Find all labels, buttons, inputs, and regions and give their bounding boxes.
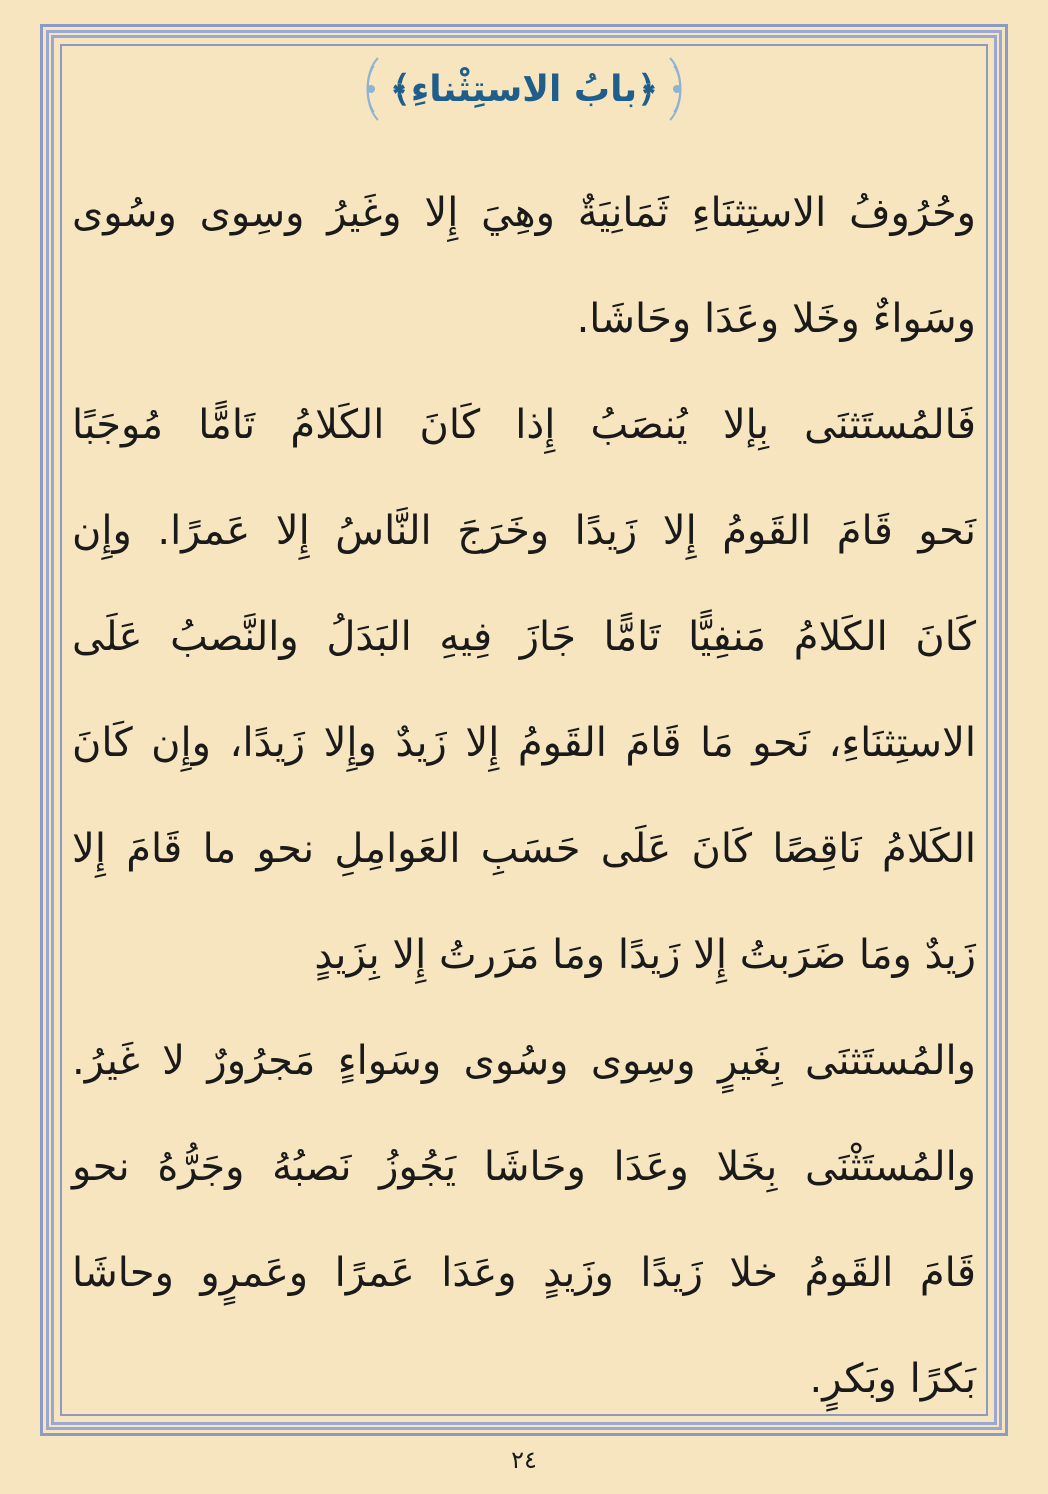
chapter-header xyxy=(0,44,1048,134)
paragraph-1 xyxy=(72,160,976,372)
text-line: والمُستَثنَى بِغَيرٍ وسِوى وسُوى وسَواءٍ مَجرُورٌ لا غَيرُ. xyxy=(72,1038,976,1084)
text-line: الكَلامُ نَاقِصًا كَانَ عَلَى حَسَبِ العَوامِلِ نحو ما قَامَ إِلا xyxy=(72,826,976,872)
paragraph-3 xyxy=(72,1008,976,1432)
text-line: قَامَ القَومُ خلا زَيدًا وزَيدٍ وعَدَا عَمرًا وعَمرٍو وحاشَا xyxy=(72,1250,976,1296)
right-ornament-icon xyxy=(664,54,690,124)
text-line: كَانَ الكَلامُ مَنفِيًّا تَامًّا جَازَ فِيهِ البَدَلُ والنَّصبُ عَلَى xyxy=(72,614,976,660)
text-line: زَيدٌ ومَا ضَرَبتُ إِلا زَيدًا ومَا مَرَرتُ إِلا بِزَيدٍ xyxy=(314,932,976,978)
text-line: والمُستَثْنَى بِخَلا وعَدَا وحَاشَا يَجُوزُ نَصبُهُ وجَرُّهُ نحو xyxy=(72,1144,976,1190)
text-line: وحُرُوفُ الاستِثنَاءِ ثَمَانِيَةٌ وهِيَ إِلا وغَيرُ وسِوى وسُوى xyxy=(72,190,976,236)
paragraph-2 xyxy=(72,372,976,1008)
chapter-title: ﴿بابُ الاستِثْناءِ﴾ xyxy=(389,68,659,110)
text-line: نَحو قَامَ القَومُ إِلا زَيدًا وخَرَجَ النَّاسُ إِلا عَمرًا. وإِن xyxy=(72,508,976,554)
text-line: الاستِثنَاءِ، نَحو مَا قَامَ القَومُ إِلا زَيدٌ وإِلا زَيدًا، وإِن كَانَ xyxy=(72,720,976,766)
text-line: فَالمُستَثنَى بِإلا يُنصَبُ إِذا كَانَ الكَلامُ تَامًّا مُوجَبًا xyxy=(72,402,976,448)
body-text xyxy=(72,160,976,1432)
left-ornament-icon xyxy=(358,54,384,124)
text-line: بَكرًا وبَكرٍ. xyxy=(809,1356,976,1402)
text-line: وسَواءٌ وخَلا وعَدَا وحَاشَا. xyxy=(576,296,976,342)
page-number: ٢٤ xyxy=(511,1446,537,1474)
